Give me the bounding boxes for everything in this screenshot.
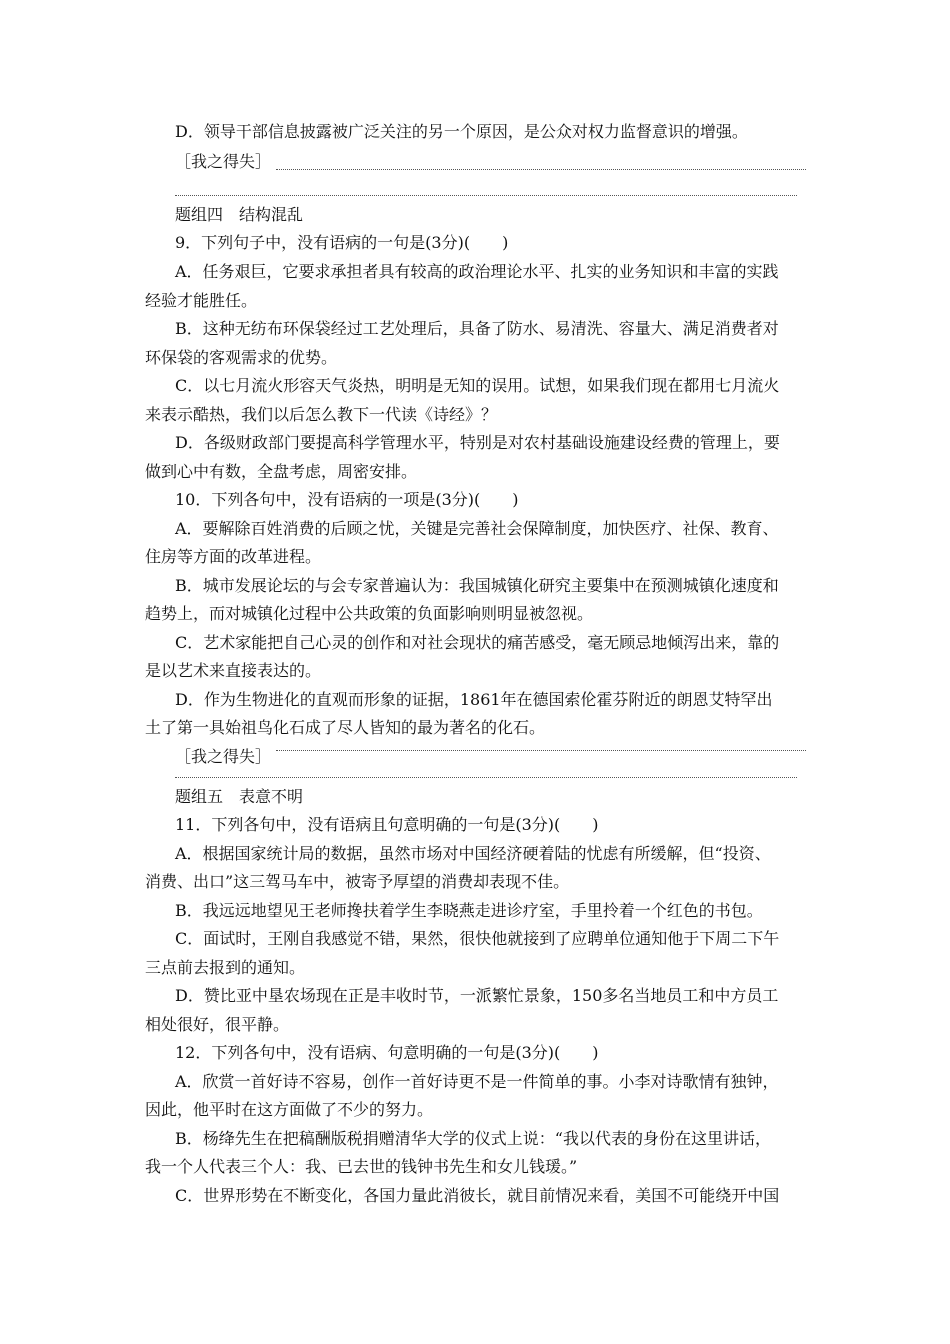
option-continuation: 趋势上，而对城镇化过程中公共政策的负面影响则明显被忽视。 (145, 604, 594, 623)
answer-line (175, 777, 797, 778)
option-line: A．要解除百姓消费的后顾之忧，关键是完善社会保障制度，加快医疗、社保、教育、 (175, 519, 779, 538)
option-continuation: 土了第一具始祖鸟化石成了尽人皆知的最为著名的化石。 (145, 718, 546, 737)
option-line: B．这种无纺布环保袋经过工艺处理后，具备了防水、易清洗、容量大、满足消费者对 (175, 319, 779, 338)
option-continuation: 来表示酷热，我们以后怎么教下一代读《诗经》？ (145, 405, 498, 424)
section-heading: 题组四 结构混乱 (175, 205, 304, 224)
option-line: B．杨绛先生在把稿酬版税捐赠清华大学的仪式上说：“我以代表的身份在这里讲话， (175, 1129, 771, 1148)
reflection-label: ［我之得失］ (175, 747, 272, 766)
question-stem: 9．下列句子中，没有语病的一句是(3分)( ) (175, 233, 509, 252)
option-continuation: 我一个人代表三个人：我、已去世的钱钟书先生和女儿钱瑗。” (145, 1157, 578, 1176)
option-continuation: 因此，他平时在这方面做了不少的努力。 (145, 1100, 434, 1119)
option-continuation: 住房等方面的改革进程。 (145, 547, 322, 566)
option-line: C．世界形势在不断变化，各国力量此消彼长，就目前情况来看，美国不可能绕开中国 (175, 1186, 780, 1205)
answer-line (175, 195, 797, 196)
answer-line (276, 169, 806, 170)
option-continuation: 相处很好，很平静。 (145, 1015, 290, 1034)
option-line: C．以七月流火形容天气炎热，明明是无知的误用。试想，如果我们现在都用七月流火 (175, 376, 780, 395)
option-line: C．艺术家能把自己心灵的创作和对社会现状的痛苦感受，毫无顾忌地倾泻出来，靠的 (175, 633, 780, 652)
question-stem: 10．下列各句中，没有语病的一项是(3分)( ) (175, 490, 519, 509)
option-continuation: 三点前去报到的通知。 (145, 958, 306, 977)
option-line: B．我远远地望见王老师搀扶着学生李晓燕走进诊疗室，手里拎着一个红色的书包。 (175, 901, 763, 920)
option-line: D．各级财政部门要提高科学管理水平，特别是对农村基础设施建设经费的管理上，要 (175, 433, 780, 452)
option-d-line: D．领导干部信息披露被广泛关注的另一个原因，是公众对权力监督意识的增强。 (175, 122, 748, 141)
option-continuation: 做到心中有数，全盘考虑，周密安排。 (145, 462, 418, 481)
reflection-label: ［我之得失］ (175, 152, 272, 171)
option-line: B．城市发展论坛的与会专家普遍认为：我国城镇化研究主要集中在预测城镇化速度和 (175, 576, 779, 595)
option-continuation: 消费、出口”这三驾马车中，被寄予厚望的消费却表现不佳。 (145, 872, 570, 891)
question-stem: 12．下列各句中，没有语病、句意明确的一句是(3分)( ) (175, 1043, 599, 1062)
option-line: A．欣赏一首好诗不容易，创作一首好诗更不是一件简单的事。小李对诗歌情有独钟， (175, 1072, 779, 1091)
option-line: C．面试时，王刚自我感觉不错，果然，很快他就接到了应聘单位通知他于下周二下午 (175, 929, 780, 948)
option-line: D．作为生物进化的直观而形象的证据，1861年在德国索伦霍芬附近的朗恩艾特罕出 (175, 690, 773, 709)
option-line: A．任务艰巨，它要求承担者具有较高的政治理论水平、扎实的业务知识和丰富的实践 (175, 262, 779, 281)
option-line: D．赞比亚中垦农场现在正是丰收时节，一派繁忙景象，150多名当地员工和中方员工 (175, 986, 779, 1005)
option-line: A．根据国家统计局的数据，虽然市场对中国经济硬着陆的忧虑有所缓解，但“投资、 (175, 844, 771, 863)
option-continuation: 是以艺术来直接表达的。 (145, 661, 322, 680)
answer-line (276, 750, 806, 751)
option-continuation: 经验才能胜任。 (145, 291, 258, 310)
option-continuation: 环保袋的客观需求的优势。 (145, 348, 338, 367)
question-stem: 11．下列各句中，没有语病且句意明确的一句是(3分)( ) (175, 815, 599, 834)
section-heading: 题组五 表意不明 (175, 787, 304, 806)
